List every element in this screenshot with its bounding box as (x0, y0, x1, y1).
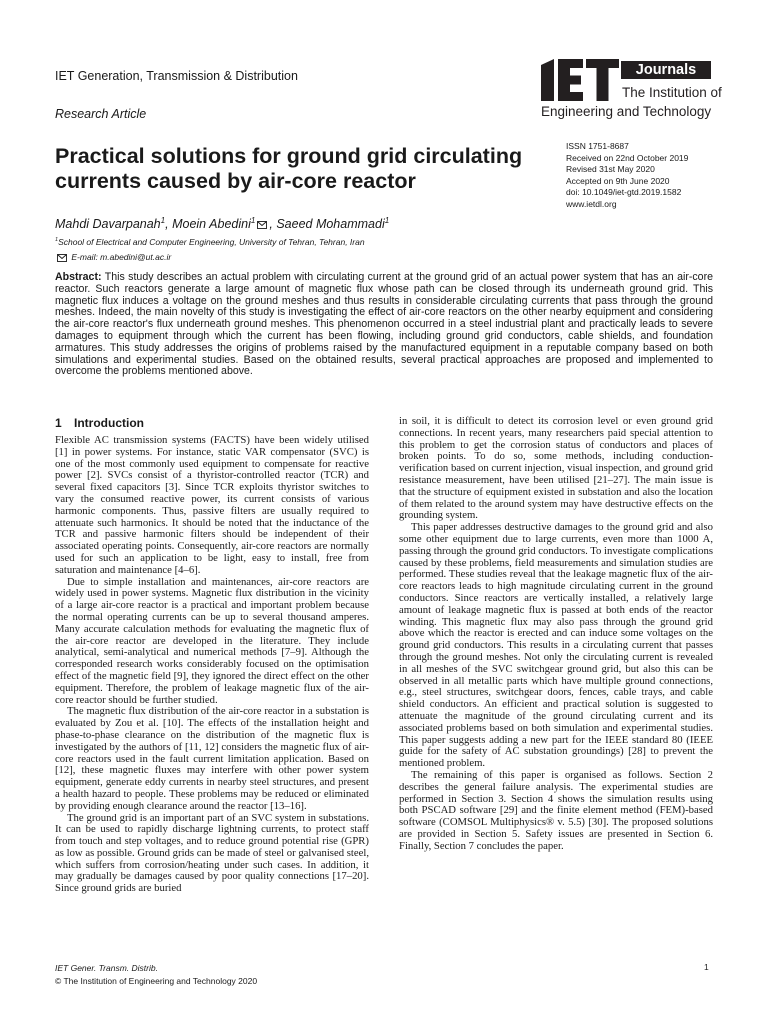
article-meta (566, 141, 688, 211)
accepted-date: Accepted on 9th June 2020 (566, 175, 670, 186)
author-affil-mark: 1 (250, 215, 256, 225)
section-heading (55, 416, 144, 430)
abstract (55, 272, 713, 378)
email-line (55, 252, 171, 262)
author-name: Moein Abedini (172, 217, 251, 231)
affiliation-text: School of Electrical and Computer Engineering, University of Tehran, Tehran, Iran (58, 237, 365, 247)
affiliation-mark: 1 (55, 237, 59, 244)
left-column (55, 435, 369, 895)
institution-line-1: The Institution of (622, 85, 722, 100)
paragraph: The magnetic flux distribution of the air-core reactor in a substation is evaluated by Zou et al. [10]. The effects of the installation height and phase-to-phase clearance on the distribution of the magnetic flux is investigated by the authors of [11, 12] considers the magnetic flux of air-core reactors used in the fault current limitation application. Based on [12], these magnetic fluxes may interfere with other power system equipment, generate eddy currents in nearby steel structures, and present a health hazard to people. These problems may be reduced or eliminated by providing enough clearance around the reactor [13–16]. (55, 705, 369, 812)
right-column (399, 416, 713, 852)
email-text[interactable]: E-mail: m.abedini@ut.ac.ir (71, 252, 172, 262)
author-separator: , (269, 217, 277, 231)
author-affil-mark: 1 (160, 215, 166, 225)
institution-line-2: Engineering and Technology (541, 104, 712, 119)
iet-logo-mark-icon (541, 59, 619, 101)
journals-label: Journals (621, 61, 711, 79)
paragraph: This paper addresses destructive damages to the ground grid and also some other equipment due to large currents, even more than 1000 A, passing through the ground grid conductors. To investigate complications caused by these problems, field measurements and simulation studies are performed. These studies reveal that the leakage magnetic flux of the air-core reactors leads to high magnitude circulating current in the ground conductors. Since reactors are vertically installed, a relatively large amount of leakage magnetic flux is passed at both ends of the reactor winding. This magnetic flux may also pass through the ground grid above which the reactor is erected and can induce some voltages on the ground grid conductors. This results in a circulating current that passes through the ground meshes. Not only the circulating current is revealed in all meshes of the SVC switchgear ground grid, but also this can be observed in all metallic parts which have multiple ground connections, e.g., steel structures, switchgear doors, fences, cable trays, and cable shield conductors. An efficient and practical solution is suggested to attenuate the magnitude of the ground circulating current and its associated problems based on both simulation and experimental studies. This paper suggests adding a new part for the IEEE standard 80 (IEEE guide for the safety of AC substation groundings) [28] to prevent the mentioned problem. (399, 521, 713, 770)
author-list (55, 217, 389, 231)
issn: ISSN 1751-8687 (566, 141, 629, 151)
abstract-text: This study describes an actual problem with circulating current at the ground grid of an actual power system that has an air-core reactor. Such reactors generate a large amount of magnetic flux whose path can be closed through its underneath ground grid. This magnetic flux induces a voltage on the ground meshes and thus results in considerable circulating currents that pass through the ground meshes. Indeed, the main novelty of this study is investigating the effect of air-core reactors on the other nearby equipment and considering the air-core reactor's flux underneath ground meshes. This phenomenon occurred in a steel industrial plant and practically leads to severe damages to equipment through which the current has been flowing, including ground grid conductors, cable shields, and foundation armatures. This study addresses the origins of problems raised by the manufactured equipment in a reputable company based on both simulations and experimental studies. Based on the obtained results, several practical approaches are proposed and implemented to overcome the problems mentioned above. (55, 271, 713, 378)
envelope-icon (257, 221, 267, 229)
received-date: Received on 22nd October 2019 (566, 152, 689, 163)
journal-name: IET Generation, Transmission & Distribution (55, 69, 298, 83)
author-name: Saeed Mohammadi (276, 217, 385, 231)
envelope-icon (57, 254, 67, 262)
paragraph: Flexible AC transmission systems (FACTS) have been widely utilised [1] in power systems. For instance, static VAR compensator (SVC) is one of the most commonly used equipment to compensate for reactive power [2]. SVCs consist of a thyristor-controlled reactor (TCR) and several fixed capacitors [3]. Since TCR exploits thyristor switches to vary the consumed reactive power, its current consists of various harmonic components. Thus, passive filters are usually required to attenuate such harmonics. It should be noted that the inductance of the TCR and passive harmonic filters should be independent of their associated operating points. Consequently, air-core reactors are normally used for such an application to be light, easy to install, free from saturation and maintenance [4–6]. (55, 434, 369, 576)
author-affil-mark: 1 (384, 215, 390, 225)
section-number: 1 (55, 416, 62, 430)
affiliation (55, 237, 365, 247)
author-name: Mahdi Davarpanah (55, 217, 161, 231)
abstract-label: Abstract: (55, 271, 102, 283)
doi-link[interactable]: doi: 10.1049/iet-gtd.2019.1582 (566, 187, 682, 198)
paragraph: The remaining of this paper is organised as follows. Section 2 describes the general failure analysis. The experimental studies are performed in Section 3. Section 4 shows the simulation results using both PSCAD software [29] and the finite element method (FEM)-based software (COMSOL Multiphysics® v. 5.5) [30]. The proposed solutions are provided in Section 5. Safety issues are presented in Section 6. Finally, Section 7 concludes the paper. (399, 768, 713, 852)
website-link[interactable]: www.ietdl.org (566, 198, 617, 209)
paragraph: in soil, it is difficult to detect its corrosion level or even ground grid connections. In recent years, many researchers paid special attention to this problem to get the corrosion status of conductors and places of broken points. To do so, some methods, including conduction-verification based on current injection, visual inspection, and ground grid resistance measurement, have been utilised [21–27]. The main issue is that the structure of equipment existed in substation and also the location of them related to the around system may have destructive effects on the grounding system. (399, 415, 713, 522)
revised-date: Revised 31st May 2020 (566, 164, 655, 175)
paragraph: Due to simple installation and maintenances, air-core reactors are widely used in power systems. Magnetic flux distribution in the vicinity of a large air-core reactor is a practical and important problem because the normal operating currents can be up to several thousand amperes. Many accurate calculation methods for evaluating the magnetic flux of the air-core reactor are developed in the literature. They include analytical, semi-analytical and numerical methods [7–9]. Although the corresponded research works considerably focused on the optimisation effect of the magnetic field [9], they ignored the direct effect on the other equipment. Therefore, the problem of leakage magnetic flux of the air-core reactor should be further studied. (55, 575, 369, 706)
section-title: Introduction (74, 416, 144, 430)
footer-journal-abbrev: IET Gener. Transm. Distrib. (55, 963, 158, 973)
iet-logo (541, 59, 721, 121)
page-number: 1 (704, 962, 709, 972)
footer (55, 962, 257, 987)
article-type: Research Article (55, 107, 147, 121)
author-separator: , (165, 217, 173, 231)
paragraph: The ground grid is an important part of an SVC system in substations. It can be used to rapidly discharge lightning currents, to protect staff from touch and step voltages, and to reduce ground potential rise (GPR) as low as possible. Ground grids can be made of steel or galvanised steel, which suffers from corrosion/heating under such cases. In addition, it may gradually be damages caused by poor quality connections [17–20]. Since ground grids are buried (55, 811, 369, 895)
article-title: Practical solutions for ground grid circulating currents caused by air-core reactor (55, 144, 523, 193)
footer-copyright: © The Institution of Engineering and Technology 2020 (55, 975, 258, 986)
